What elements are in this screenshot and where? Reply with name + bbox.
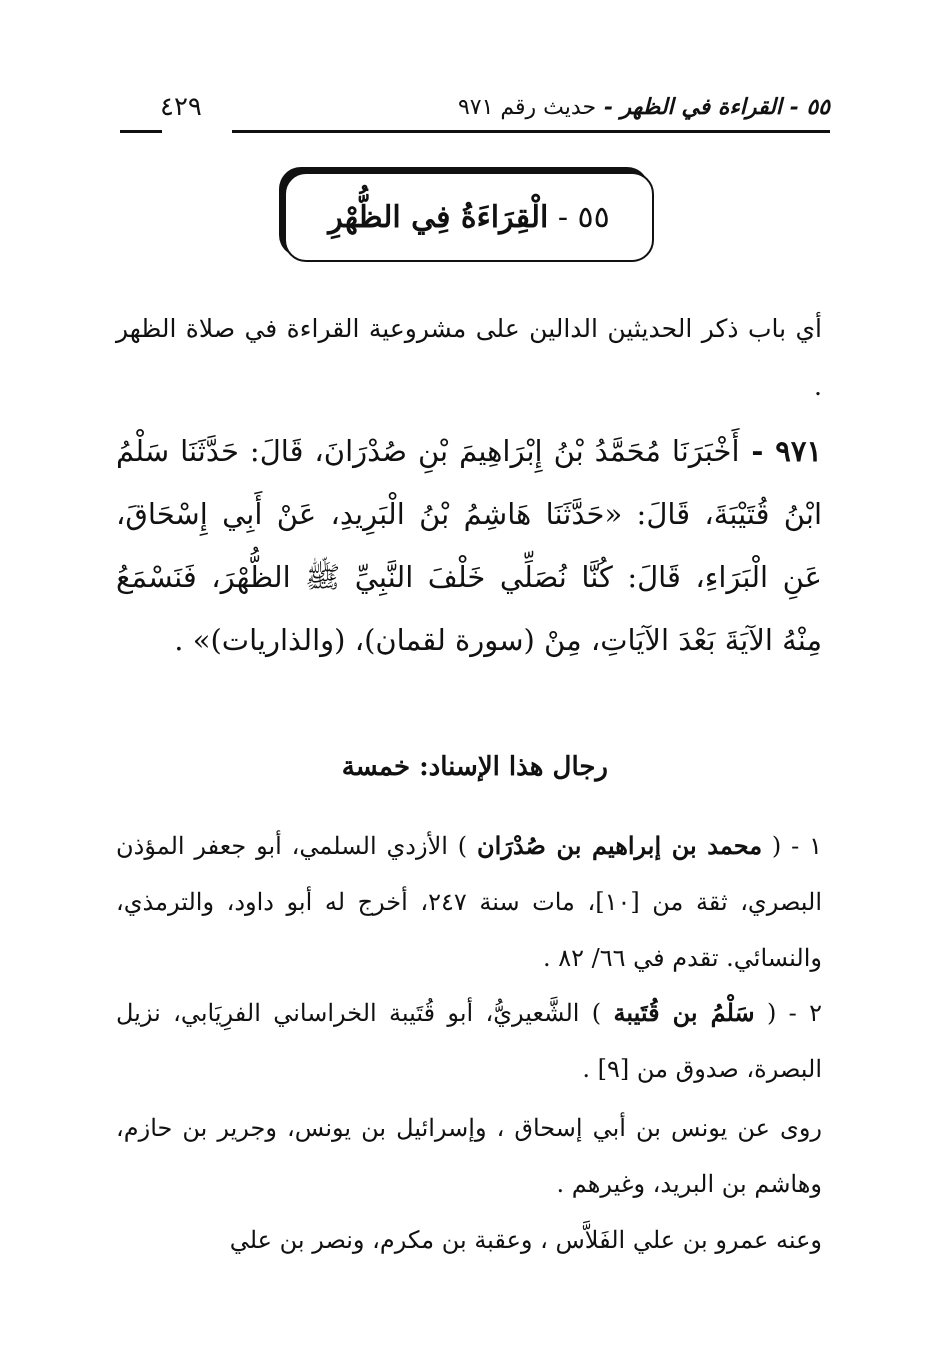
narrator-details: ) الأزدي السلمي، أبو جعفر المؤذن البصري، ثقة من [١٠]، مات سنة ٢٤٧، أخرج له أبو داود، والترمذي، والنسائي. تقدم في ٦٦/ ٨٢ . [116, 832, 822, 972]
intro-paragraph: أي باب ذكر الحديثين الدالين على مشروعية القراءة في صلاة الظهر . [116, 314, 822, 401]
narrator-details: ) الشَّعيريُّ، أبو قُتَيبة الخراساني الفرِيَابي، نزيل البصرة، صدوق من [٩] . [116, 999, 822, 1083]
rijal-heading: رجال هذا الإسناد: خمسة [341, 752, 608, 782]
header-separator: - [596, 94, 621, 120]
narrator-prefix: ٢ - ( [754, 999, 822, 1027]
header-chapter-title: ٥٥ - القراءة في الظهر [620, 94, 830, 120]
narrator-prefix: ١ - ( [762, 832, 823, 860]
hadith-paragraph [116, 420, 822, 672]
header-hadith-ref: حديث رقم ٩٧١ [457, 95, 597, 120]
narrator-name: سَلْمُ بن قُتَيبة [613, 998, 755, 1027]
hadith-number: ٩٧١ - [739, 434, 822, 468]
chapter-title [328, 200, 610, 235]
running-header [120, 92, 830, 144]
hadith-text: أَخْبَرَنَا مُحَمَّدُ بْنُ إِبْرَاهِيمَ بْنِ صُدْرَانَ، قَالَ: حَدَّثَنَا سَلْمُ ابْنُ قُتَيْبَةَ، قَالَ: «حَدَّثَنَا هَاشِمُ بْنُ الْبَرِيدِ، عَنْ أَبِي إِسْحَاقَ، عَنِ الْبَرَاءِ، قَالَ: كُنَّا نُصَلِّي خَلْفَ النَّبِيِّ ﷺ الظُّهْرَ، فَنَسْمَعُ مِنْهُ الآيَةَ بَعْدَ الآيَاتِ، مِنْ (سورة لقمان)، (والذاريات)» . [116, 434, 822, 657]
narrator-entry [116, 985, 822, 1097]
chapter-title-text: الْقِرَاءَةُ فِي الظُّهْرِ [328, 199, 549, 235]
narrator-entry [116, 818, 822, 986]
header-rule-long [232, 130, 830, 133]
narrator-name: محمد بن إبراهيم بن صُدْرَان [477, 831, 763, 860]
header-rule-short [120, 130, 162, 133]
page-number: ٤٢٩ [160, 92, 202, 122]
narrated-by-paragraph: وعنه عمرو بن علي الفَلاَّس ، وعقبة بن مكرم، ونصر بن علي [229, 1226, 822, 1254]
chapter-number: ٥٥ - [548, 199, 610, 235]
chapter-title-box [284, 172, 654, 262]
narrated-from-paragraph: روى عن يونس بن أبي إسحاق ، وإسرائيل بن يونس، وجرير بن حازم، وهاشم بن البريد، وغيرهم . [116, 1114, 822, 1198]
header-title [458, 94, 830, 120]
